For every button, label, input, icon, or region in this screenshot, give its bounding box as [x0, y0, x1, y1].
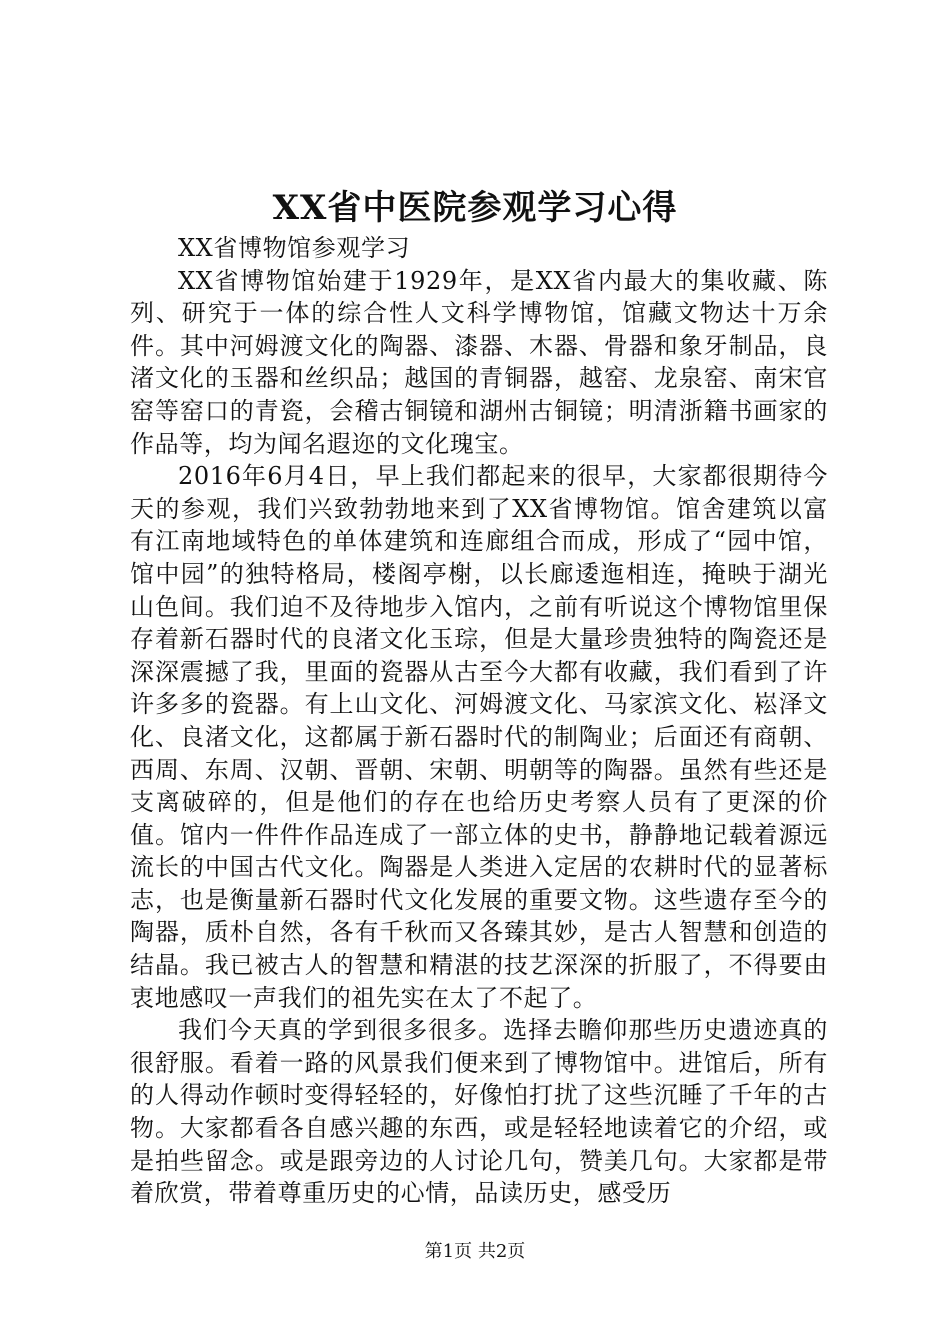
document-body: [130, 232, 828, 1210]
document-title: XX省中医院参观学习心得: [272, 188, 678, 228]
paragraph-museum-intro: XX省博物馆始建于1929年，是XX省内最大的集收藏、陈列、研究于一体的综合性人文科学博物馆，馆藏文物达十万余件。其中河姆渡文化的陶器、漆器、木器、骨器和象牙制品，良渚文化的玉器和丝织品；越国的青铜器，越窑、龙泉窑、南宋官窑等窑口的青瓷，会稽古铜镜和湖州古铜镜；明清浙籍书画家的作品等，均为闻名遐迩的文化瑰宝。: [130, 266, 828, 458]
paragraph-subtitle: XX省博物馆参观学习: [178, 234, 411, 262]
paragraph-visit-day: 2016年6月4日，早上我们都起来的很早，大家都很期待今天的参观，我们兴致勃勃地来到了XX省博物馆。馆舍建筑以富有江南地域特色的单体建筑和连廊组合而成，形成了“园中馆，馆中园”的独特格局，楼阁亭榭，以长廊逶迤相连，掩映于湖光山色间。我们迫不及待地步入馆内，之前有听说这个博物馆里保存着新石器时代的良渚文化玉琮，但是大量珍贵独特的陶瓷还是深深震撼了我，里面的瓷器从古至今大都有收藏，我们看到了许许多多的瓷器。有上山文化、河姆渡文化、马家滨文化、崧泽文化、良渚文化，这都属于新石器时代的制陶业；后面还有商朝、西周、东周、汉朝、晋朝、宋朝、明朝等的陶器。虽然有些还是支离破碎的，但是他们的存在也给历史考察人员有了更深的价值。馆内一件件作品连成了一部立体的史书，静静地记载着源远流长的中国古代文化。陶器是人类进入定居的农耕时代的显著标志，也是衡量新石器时代文化发展的重要文物。这些遗存至今的陶器，质朴自然，各有千秋而又各臻其妙，是古人智慧和创造的结晶。我已被古人的智慧和精湛的技艺深深的折服了，不得要由衷地感叹一声我们的祖先实在太了不起了。: [130, 462, 828, 1012]
page-number-footer: 第1页 共2页: [424, 1241, 526, 1262]
paragraph-reflection: 我们今天真的学到很多很多。选择去瞻仰那些历史遗迹真的很舒服。看着一路的风景我们便来到了博物馆中。进馆后，所有的人得动作顿时变得轻轻的，好像怕打扰了这些沉睡了千年的古物。大家都看各自感兴趣的东西，或是轻轻地读着它的介绍，或是拍些留念。或是跟旁边的人讨论几句，赞美几句。大家都是带着欣赏，带着尊重历史的心情，品读历史，感受历: [130, 1016, 828, 1208]
